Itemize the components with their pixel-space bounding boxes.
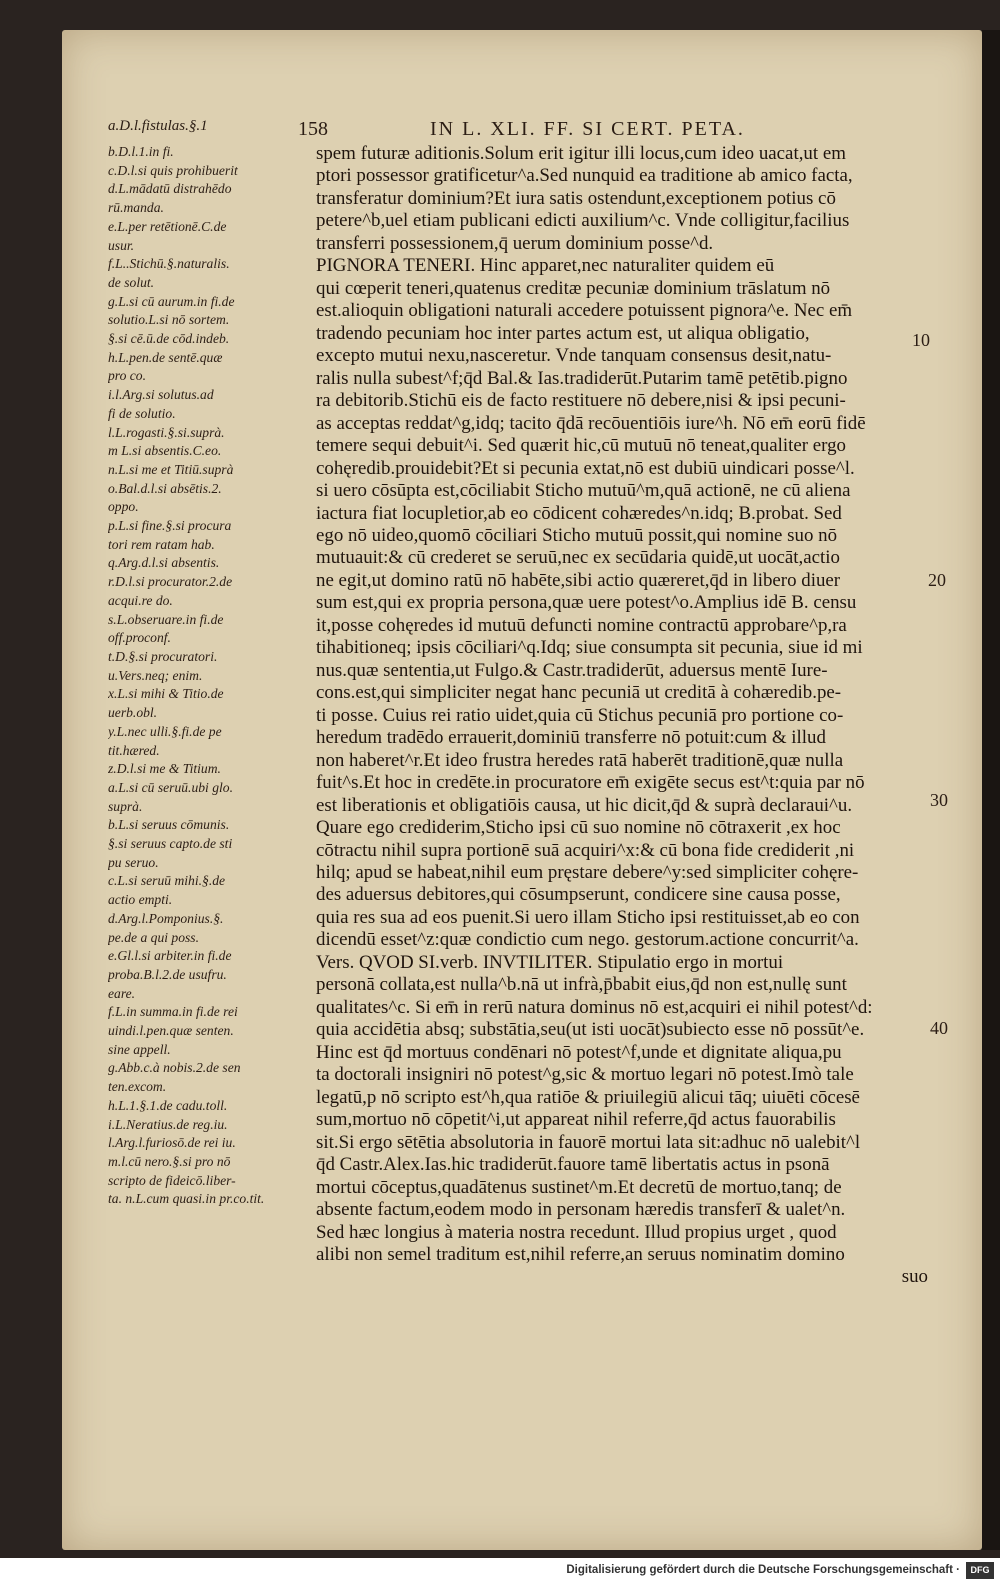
margin-note: pu seruo.	[108, 854, 159, 870]
line-number-20: 20	[928, 570, 946, 590]
margin-note: ta. n.L.cum quasi.in pr.co.tit.	[108, 1191, 265, 1207]
margin-note: §.si seruus capto.de sti	[108, 836, 233, 852]
text-line: cons.est,qui simpliciter negat hanc pecuniā ut creditā à cohæredib.pe-	[316, 682, 842, 704]
text-line: cōtractu nihil supra portionē suā acquiri^x:& cū bona fide crediderit ,ni	[316, 839, 855, 861]
text-line: des aduersus debitores,qui cōsumpserunt, condicere sine causa posse,	[316, 884, 841, 906]
catchword: suo	[901, 1266, 928, 1288]
line-number-40: 40	[930, 1018, 948, 1038]
margin-note: u.Vers.neq; enim.	[108, 667, 203, 683]
text-line: nus.quæ sententia,ut Fulgo.& Castr.tradiderūt, aduersus mentē Iure-	[316, 659, 828, 681]
text-line: Vers. QVOD SI.verb. INVTILITER. Stipulatio ergo in mortui	[316, 951, 784, 973]
margin-note: o.Bal.d.l.si absētis.2.	[108, 480, 222, 496]
margin-note: §.si cē.ū.de cōd.indeb.	[108, 331, 230, 347]
text-line: ego nō uideo,quomō cōciliari Sticho mutuū possit,qui nomine suo nō	[316, 524, 838, 546]
text-line: alibi non semel traditum est,nihil referre,an seruus nominatim domino	[316, 1243, 845, 1265]
margin-note: q.Arg.d.l.si absentis.	[108, 555, 220, 571]
text-line: qui cœperit teneri,quatenus creditæ pecuniæ dominium trāslatum nō	[316, 277, 831, 299]
text-line: iactura fiat locupletior,ab eo cōdicent cohæredes^n.idq; B.probat. Sed	[316, 502, 842, 524]
text-line: mutuauit:& cū crederet se seruū,nec ex secūdaria quidē,ut uocāt,actio	[316, 547, 840, 569]
text-line: non haberet^r.Et ideo frustra heredes ratā haberēt traditionē,quæ nulla	[316, 749, 844, 771]
text-line: ne egit,ut domino ratū nō habēte,sibi actio quæreret,q̄d in libero diuer	[316, 569, 841, 591]
text-line: cohęredib.prouidebit?Et si pecunia extat,nō est dubiū uindicari posse^l.	[316, 457, 855, 479]
text-line: temere sequi debuit^i. Sed quærit hic,cū mutuū nō teneat,qualiter ergo	[316, 435, 846, 457]
margin-note: usur.	[108, 237, 135, 253]
text-line: sit.Si ergo sētētia absolutoria in fauorē mortui lata sit:adhuc nō ualebit^l	[316, 1131, 861, 1153]
text-line: as acceptas reddat^g,idq; tacito q̄dā recōuentiōis iure^h. Nō em̄ eorū fidē	[316, 412, 866, 434]
text-line: si uero cōsūpta est,cōciliabit Sticho mutuū^m,quā actionē, ne cū aliena	[316, 480, 851, 502]
text-line: dicendū esset^z:quæ condictio cum nego. gestorum.actione concurrit^a.	[316, 929, 859, 951]
funding-credit: Digitalisierung gefördert durch die Deutsche Forschungsgemeinschaft ·	[566, 1564, 960, 1576]
dfg-logo: DFG	[966, 1562, 994, 1579]
text-line: est.alioquin obligationi naturali accedere potuissent pignora^e. Nec em̄	[316, 300, 853, 322]
margin-note: n.L.si me et Titiū.suprà	[108, 461, 234, 477]
margin-note: g.Abb.c.à nobis.2.de sen	[108, 1060, 241, 1076]
margin-note: pro co.	[108, 368, 147, 384]
page-number: 158	[298, 118, 328, 140]
margin-note: fi de solutio.	[108, 405, 176, 421]
text-line: absente factum,eodem modo in personam hæredis transferī & ualet^n.	[316, 1199, 846, 1221]
margin-note: r.D.l.si procurator.2.de	[108, 574, 233, 590]
margin-note: acqui.re do.	[108, 592, 173, 608]
margin-note: rū.manda.	[108, 200, 164, 216]
margin-note: scripto de fideicō.liber-	[108, 1172, 236, 1188]
scan-edge	[982, 30, 1000, 1550]
text-line: mortui cōceptus,quadātenus sustinet^m.Et decretū de mortuo,tanq; de	[316, 1176, 842, 1198]
text-line: petere^b,uel etiam publicani edicti auxilium^c. Vnde colligitur,facilius	[316, 210, 850, 232]
margin-note: actio empti.	[108, 892, 173, 908]
text-line: legatū,p nō scripto est^h,qua ratiōe & priuilegiū alicui tāq; uiuēti cōcesē	[316, 1086, 860, 1108]
text-line: est liberationis et obligatiōis causa, ut hic dicit,q̄d & suprà declaraui^u.	[316, 794, 853, 816]
margin-note: z.D.l.si me & Titium.	[108, 761, 221, 777]
margin-note: d.L.mādatū distrahēdo	[108, 181, 232, 197]
margin-note: h.L.1.§.1.de cadu.toll.	[108, 1097, 228, 1113]
text-line: ptori possessor gratificetur^a.Sed nunquid ea traditione ab amico facta,	[316, 165, 853, 187]
text-line: hilq; apud se habeat,nihil eum pręstare debere^y:sed simpliciter cohęre-	[316, 862, 859, 883]
margin-note: l.Arg.l.furiosō.de rei iu.	[108, 1135, 236, 1151]
margin-note: y.L.nec ulli.§.fi.de pe	[108, 723, 222, 739]
margin-note: a.L.si cū seruū.ubi glo.	[108, 779, 233, 795]
margin-note: c.L.si seruū mihi.§.de	[108, 873, 226, 889]
margin-note: s.L.obseruare.in fi.de	[108, 611, 224, 627]
text-line: tradendo pecuniam hoc inter partes actum est, ut aliqua obligatio,	[316, 322, 810, 344]
text-line: ralis nulla subest^f;q̄d Bal.& Ias.tradiderūt.Putarim tamē petētib.pigno	[316, 367, 848, 389]
margin-note: h.L.pen.de sentē.quæ	[108, 349, 223, 365]
text-line: Hinc est q̄d mortuus condēnari nō potest^f,unde et dignitate aliqua,pu	[316, 1041, 842, 1063]
margin-note: e.L.per retētionē.C.de	[108, 218, 227, 234]
margin-note: suprà.	[108, 798, 143, 814]
margin-note: tit.hæred.	[108, 742, 160, 758]
margin-note: t.D.§.si procuratori.	[108, 648, 218, 664]
text-line: tihabitioneq; ipsis cōciliari^q.Idq; siue consumpta sit pecunia, siue id mi	[316, 637, 863, 659]
margin-note: b.D.l.1.in fi.	[108, 144, 174, 159]
margin-note: f.L..Stichū.§.naturalis.	[108, 256, 230, 272]
text-line: ta doctorali insigniri nō potest^g,sic & mortuo legari nō potest.Imò tale	[316, 1064, 854, 1086]
first-margin-note: a.D.l.fistulas.§.1	[108, 118, 208, 134]
margin-note: c.D.l.si quis prohibuerit	[108, 162, 238, 178]
margin-note: x.L.si mihi & Titio.de	[108, 686, 224, 702]
text-line: sum,mortuo nō cōpetit^i,ut appareat nihil referre,q̄d actus fauorabilis	[316, 1109, 836, 1131]
margin-note: proba.B.l.2.de usufru.	[108, 966, 227, 982]
text-line: Quare ego crediderim,Sticho ipsi cū suo nomine nō cōtraxerit ,ex hoc	[316, 817, 841, 839]
margin-note: g.L.si cū aurum.in fi.de	[108, 293, 235, 309]
margin-note: solutio.L.si nō sortem.	[108, 312, 230, 328]
text-line: heredum tradēdo errauerit,dominiū transferre nō potuit:cum & illud	[316, 727, 826, 749]
line-number-10: 10	[912, 330, 930, 350]
margin-note: uindi.l.pen.quæ senten.	[108, 1023, 234, 1039]
margin-note: m.l.cū nero.§.si pro nō	[108, 1153, 231, 1169]
margin-note: m L.si absentis.C.eo.	[108, 443, 222, 459]
text-line: q̄d Castr.Alex.Ias.hic tradiderūt.fauore tamē libertatis actus in psonā	[316, 1154, 830, 1176]
margin-note: de solut.	[108, 274, 155, 290]
margin-notes	[108, 143, 322, 1209]
text-line: personā collata,est nulla^b.nā ut infrà,p̄babit eius,q̄d non est,nullę sunt	[316, 974, 847, 996]
margin-note: f.L.in summa.in fi.de rei	[108, 1004, 238, 1020]
text-line: transferatur dominium?Et iura satis ostendunt,exceptionem potius cō	[316, 187, 836, 209]
margin-note: tori rem ratam hab.	[108, 536, 215, 552]
text-line: it,posse cohęredes id mutuū defuncti nomine contractū approbare^p,ra	[316, 614, 847, 636]
margin-note: ten.excom.	[108, 1079, 167, 1095]
text-line: quia accidētia absq; substātia,seu(ut isti uocāt)subiecto esse nō possūt^e.	[316, 1019, 865, 1041]
margin-note: l.L.rogasti.§.si.suprà.	[108, 424, 225, 440]
margin-note: b.L.si seruus cōmunis.	[108, 817, 230, 833]
text-line: ra debitorib.Stichū eis de facto restituere nō debere,nisi & ipsi pecuni-	[316, 390, 846, 412]
text-line: sum est,qui ex propria persona,quæ uere potest^o.Amplius idē B. censu	[316, 592, 857, 614]
margin-note: e.Gl.l.si arbiter.in fi.de	[108, 948, 232, 964]
text-line: fuit^s.Et hoc in credēte.in procuratore em̄ exigēte secus est^t:quia par nō	[316, 772, 865, 794]
main-text	[316, 143, 928, 1289]
text-line: qualitates^c. Si em̄ in rerū natura dominus nō est,acquiri ei nihil potest^d:	[316, 996, 873, 1018]
margin-note: sine appell.	[108, 1041, 171, 1057]
page-header	[108, 118, 838, 144]
text-line: excepto mutui nexu,nasceretur. Vnde tanquam consensus desit,natu-	[316, 345, 832, 367]
text-line: transferri possessionem,q̄ uerum dominium posse^d.	[316, 232, 714, 254]
text-line: PIGNORA TENERI. Hinc apparet,nec naturaliter quidem eū	[316, 255, 775, 277]
line-number-30: 30	[930, 790, 948, 810]
text-line: ti posse. Cuius rei ratio uidet,quia cū Stichus pecuniā pro portione co-	[316, 704, 844, 726]
margin-note: d.Arg.l.Pomponius.§.	[108, 910, 224, 926]
margin-note: p.L.si fine.§.si procura	[108, 518, 232, 534]
margin-note: i.L.Neratius.de reg.iu.	[108, 1116, 228, 1132]
text-line: Sed hæc longius à materia nostra recedunt. Illud propius urget , quod	[316, 1221, 837, 1243]
text-line: quia res sua ad eos puenit.Si uero illam Sticho ipsi restituisset,ab eo con	[316, 906, 860, 928]
margin-note: pe.de a qui poss.	[108, 929, 199, 945]
margin-note: i.l.Arg.si solutus.ad	[108, 387, 214, 403]
margin-note: uerb.obl.	[108, 705, 158, 721]
margin-note: oppo.	[108, 499, 139, 515]
running-title: IN L. XLI. FF. SI CERT. PETA.	[430, 118, 745, 140]
margin-note: off.proconf.	[108, 630, 171, 646]
margin-note: eare.	[108, 985, 136, 1001]
footer-bar	[0, 1558, 1000, 1585]
text-line: spem futuræ aditionis.Solum erit igitur illi locus,cum ideo uacat,ut em	[316, 143, 846, 164]
